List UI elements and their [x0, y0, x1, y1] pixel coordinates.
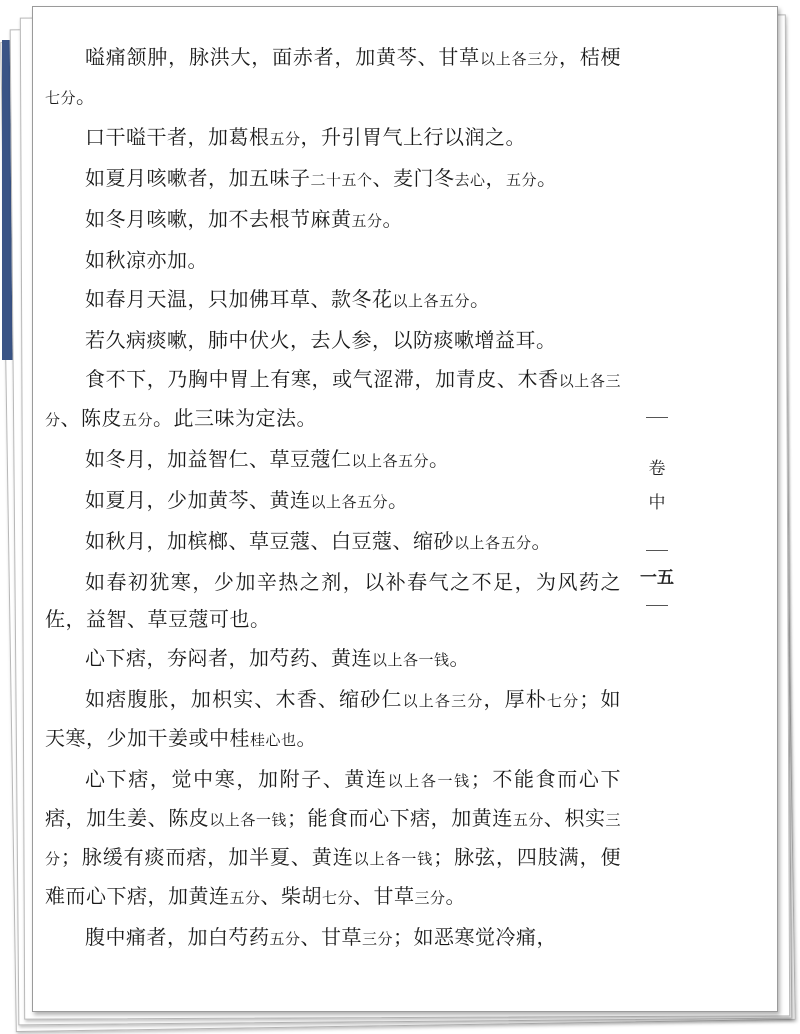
text-run: 若久病痰嗽，肺中伏火，去人参，以防痰嗽增益耳。 [85, 328, 557, 352]
dosage-note: 以上各五分 [351, 452, 430, 470]
text-run: 食不下，乃胸中胃上有寒，或气涩滞，加青皮、木香 [85, 367, 559, 391]
text-run: 。此三味为定法。 [153, 406, 318, 430]
book-page [32, 6, 778, 1012]
text-paragraph [45, 482, 621, 521]
text-paragraph [45, 281, 621, 320]
dosage-note: 五分 [512, 811, 544, 829]
dosage-note: 桂心也 [250, 731, 297, 749]
text-run: 、甘草 [300, 925, 363, 949]
text-run: ；如天寒，少加干姜或中桂 [45, 687, 621, 750]
text-run: ，厚朴 [483, 687, 547, 711]
dosage-note: 五分 [229, 889, 261, 907]
dosage-note: 五分 [506, 171, 538, 189]
text-run: 、甘草 [353, 884, 415, 908]
text-run: ；脉缓有痰而痞，加半夏、黄连 [60, 845, 354, 869]
text-run: 如夏月，少加黄芩、黄连 [85, 488, 311, 512]
text-run: 。 [382, 207, 404, 231]
text-run: ，升引胃气上行以润之。 [300, 125, 527, 149]
text-run: ；能食而心下痞，加黄连 [286, 806, 513, 830]
text-run: 腹中痛者，加白芍药 [85, 925, 270, 949]
text-paragraph [45, 361, 621, 439]
dosage-note: 以上各三分 [45, 372, 621, 429]
text-paragraph [45, 441, 621, 480]
text-run: ；如恶寒觉冷痛， [393, 925, 558, 949]
text-run: ，桔梗 [558, 45, 622, 69]
dosage-note: 以上各五分 [310, 493, 389, 511]
text-paragraph [45, 761, 621, 917]
volume-label-char: 中 [648, 493, 666, 513]
text-run: 。 [470, 287, 491, 311]
dosage-note: 三分 [414, 889, 446, 907]
text-run: 、枳实 [543, 806, 606, 830]
dosage-note: 七分 [45, 89, 77, 107]
dosage-note: 五分 [351, 212, 383, 230]
dosage-note: 以上各一钱 [353, 850, 434, 868]
dosage-note: 七分 [546, 692, 580, 710]
page-number: 一五 [640, 568, 674, 588]
text-paragraph [45, 242, 621, 279]
text-run: 如夏月咳嗽者，加五味子 [85, 166, 311, 190]
dosage-note: 二十五个 [310, 171, 373, 189]
dosage-note: 三分 [362, 930, 394, 948]
dosage-note: 以上各五分 [454, 534, 532, 552]
dosage-note: 五分 [122, 411, 154, 429]
margin-rule-middle [646, 550, 668, 551]
text-paragraph [45, 322, 621, 359]
dosage-note: 以上各一钱 [209, 811, 287, 829]
text-run: 心下痞，夯闷者，加芍药、黄连 [85, 646, 372, 670]
text-paragraph [45, 523, 621, 562]
dosage-note: 五分 [269, 930, 301, 948]
dosage-note: 以上各五分 [392, 292, 471, 310]
text-run: 如秋月，加槟榔、草豆蔻、白豆蔻、缩砂 [85, 529, 454, 553]
volume-label-char: 卷 [648, 459, 666, 479]
dosage-note: 七分 [322, 889, 354, 907]
text-paragraph [45, 39, 621, 117]
dosage-note: 以上各一钱 [387, 772, 471, 790]
text-run: 如秋凉亦加。 [85, 248, 208, 272]
text-run: 如冬月咳嗽，加不去根节麻黄 [85, 207, 352, 231]
margin-rule-bottom [646, 605, 668, 606]
text-run: 心下痞，觉中寒，加附子、黄连 [85, 767, 388, 791]
margin-rule-top [646, 417, 668, 418]
text-paragraph [45, 201, 621, 240]
text-run: 如春初犹寒，少加辛热之剂，以补春气之不足，为风药之佐，益智、草豆蔻可也。 [45, 570, 621, 631]
dosage-note: 三分 [45, 811, 622, 868]
text-run: 。 [537, 166, 558, 190]
dosage-note: 以上各一钱 [372, 651, 450, 669]
text-run: 口干嗌干者，加葛根 [85, 125, 270, 149]
dosage-note: 五分 [269, 130, 301, 148]
text-paragraph [45, 919, 621, 958]
text-run: 、麦门冬 [372, 166, 455, 190]
dosage-note: 以上各三分 [479, 50, 559, 68]
text-paragraph [45, 640, 621, 679]
text-paragraph [45, 119, 621, 158]
text-run: 如冬月，加益智仁、草豆蔻仁 [85, 447, 352, 471]
text-run: 、柴胡 [260, 884, 323, 908]
text-paragraph [45, 160, 621, 199]
text-run: 。 [388, 488, 409, 512]
text-paragraph [45, 564, 621, 638]
dosage-note: 以上各三分 [402, 692, 484, 710]
text-paragraph [45, 681, 621, 759]
text-run: ；脉弦，四肢满，便难而心下痞，加黄连 [45, 845, 621, 908]
text-run: 如痞腹胀，加枳实、木香、缩砂仁 [85, 687, 403, 711]
text-run: 、陈皮 [60, 406, 123, 430]
text-run: 。 [296, 726, 318, 750]
text-run: ， [485, 166, 507, 190]
text-run: 嗌痛颔肿，脉洪大，面赤者，加黄芩、甘草 [85, 45, 480, 69]
text-run: 。 [429, 447, 450, 471]
page-margin-header [629, 417, 685, 606]
text-run: 。 [445, 884, 467, 908]
text-run: 如春月天温，只加佛耳草、款冬花 [85, 287, 393, 311]
volume-label [629, 452, 685, 520]
text-run: ；不能食而心下痞，加生姜、陈皮 [45, 767, 621, 830]
text-run: 。 [449, 646, 471, 670]
text-run: 。 [531, 529, 553, 553]
text-run: 。 [76, 84, 97, 108]
dosage-note: 去心 [454, 171, 486, 189]
page-body-text [45, 39, 621, 960]
